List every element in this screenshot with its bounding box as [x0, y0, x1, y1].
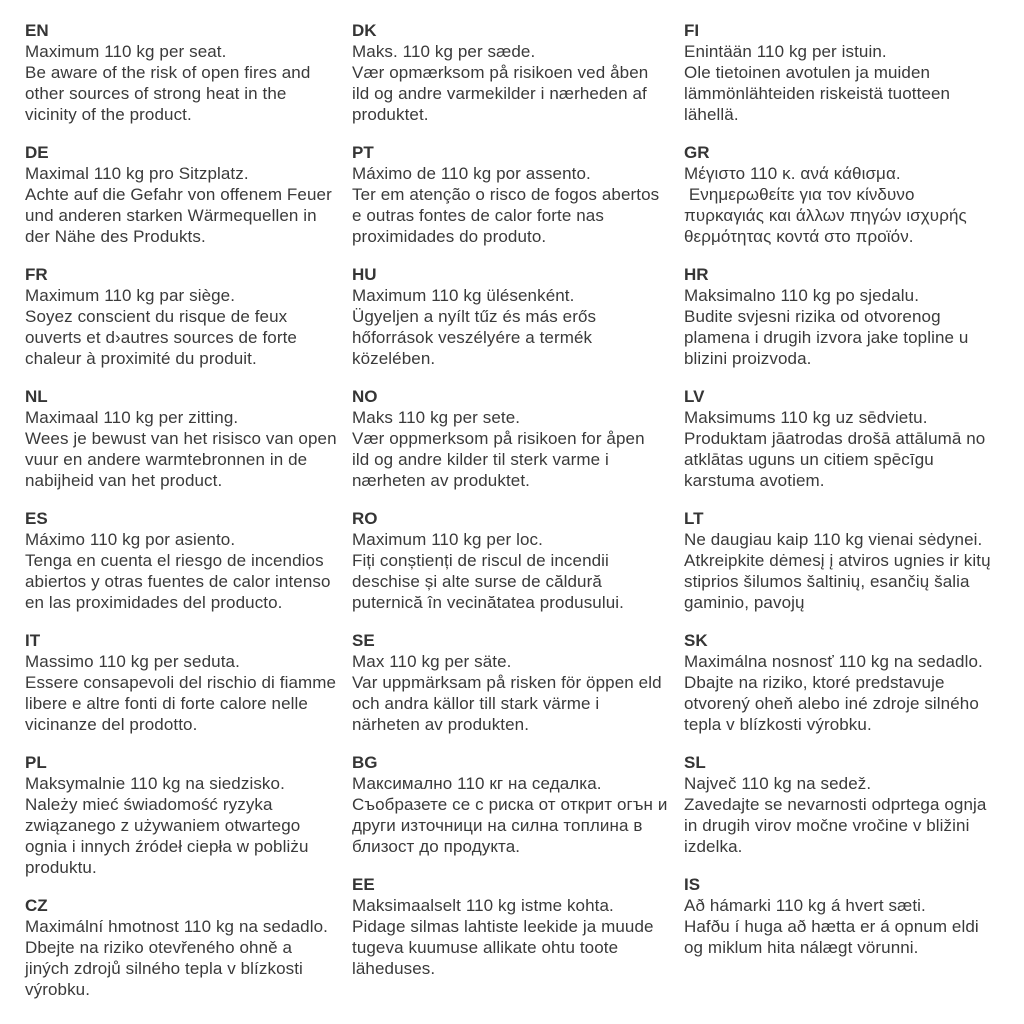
text-line: Fiți conștienți de riscul de incendii — [352, 551, 609, 570]
language-code: HR — [684, 265, 709, 284]
language-code: LT — [684, 509, 704, 528]
language-column-1 — [25, 20, 352, 1017]
text-line: Vær opmærksom på risikoen ved åben — [352, 63, 649, 82]
text-line: Budite svjesni rizika od otvorenog — [684, 307, 941, 326]
text-line: Máximo de 110 kg por assento. — [352, 164, 591, 183]
text-line: atklātas uguns un citiem spēcīgu — [684, 450, 934, 469]
text-line: Maximum 110 kg par siège. — [25, 286, 236, 305]
text-line: og miklum hita nálægt vörunni. — [684, 938, 919, 957]
text-line: Maksimums 110 kg uz sēdvietu. — [684, 408, 928, 427]
text-line: in drugih virov močne vročine v bližini — [684, 816, 970, 835]
language-block-ee — [352, 874, 684, 979]
language-block-sl — [684, 752, 1024, 857]
text-line: Vær oppmerksom på risikoen for åpen — [352, 429, 645, 448]
text-line: Maksimaalselt 110 kg istme kohta. — [352, 896, 614, 915]
text-line: Maks. 110 kg per sæde. — [352, 42, 536, 61]
text-line: abiertos y otras fuentes de calor intenso — [25, 572, 331, 591]
language-block-bg — [352, 752, 684, 857]
language-code: SE — [352, 631, 375, 650]
language-code: PL — [25, 753, 47, 772]
language-block-cz — [25, 895, 352, 1000]
language-code: GR — [684, 143, 710, 162]
text-line: vicinanze del prodotto. — [25, 715, 198, 734]
language-code: CZ — [25, 896, 48, 915]
text-line: közelében. — [352, 349, 436, 368]
language-block-fr — [25, 264, 352, 369]
language-block-hu — [352, 264, 684, 369]
language-block-sk — [684, 630, 1024, 735]
text-line: ild og andre varmekilder i nærheden af — [352, 84, 647, 103]
language-block-gr — [684, 142, 1024, 247]
text-line: Največ 110 kg na sedež. — [684, 774, 872, 793]
text-line: produktet. — [352, 105, 429, 124]
text-line: Maks 110 kg per sete. — [352, 408, 521, 427]
text-line: e outras fontes de calor forte nas — [352, 206, 604, 225]
language-code: IT — [25, 631, 41, 650]
text-line: θερμότητας κοντά στο προϊόν. — [684, 227, 914, 246]
text-line: libere e altre fonti di forte calore nelle — [25, 694, 308, 713]
text-line: Essere consapevoli del rischio di fiamme — [25, 673, 337, 692]
text-line: hőforrások veszélyére a termék — [352, 328, 593, 347]
text-line: stiprios šilumos šaltinių, esančių šalia — [684, 572, 970, 591]
text-line: jiných zdrojů silného tepla v blízkosti — [25, 959, 303, 978]
text-line: izdelka. — [684, 837, 743, 856]
language-code: RO — [352, 509, 378, 528]
language-code: DK — [352, 21, 377, 40]
language-code: FI — [684, 21, 700, 40]
language-column-2 — [352, 20, 684, 1017]
text-line: близост до продукта. — [352, 837, 521, 856]
language-block-dk — [352, 20, 684, 125]
language-block-de — [25, 142, 352, 247]
language-code: DE — [25, 143, 49, 162]
text-line: Dbajte na riziko, ktoré predstavuje — [684, 673, 945, 692]
text-line: Var uppmärksam på risken för öppen eld — [352, 673, 662, 692]
text-line: Maximaal 110 kg per zitting. — [25, 408, 239, 427]
text-line: Maximální hmotnost 110 kg na sedadlo. — [25, 917, 328, 936]
language-block-en — [25, 20, 352, 125]
text-line: Ole tietoinen avotulen ja muiden — [684, 63, 931, 82]
text-line: chaleur à proximité du produit. — [25, 349, 257, 368]
text-line: Að hámarki 110 kg á hvert sæti. — [684, 896, 926, 915]
text-line: other sources of strong heat in the — [25, 84, 287, 103]
text-line: Pidage silmas lahtiste leekide ja muude — [352, 917, 654, 936]
text-line: plamena i drugih izvora jake topline u — [684, 328, 969, 347]
language-block-lt — [684, 508, 1024, 613]
text-line: Maximum 110 kg ülésenként. — [352, 286, 575, 305]
text-line: Ne daugiau kaip 110 kg vienai sėdynei. — [684, 530, 983, 549]
text-line: Ter em atenção o risco de fogos abertos — [352, 185, 660, 204]
text-line: Soyez conscient du risque de feux — [25, 307, 288, 326]
language-code: HU — [352, 265, 377, 284]
text-line: tepla v blízkosti výrobku. — [684, 715, 872, 734]
text-line: Maximal 110 kg pro Sitzplatz. — [25, 164, 249, 183]
text-line: och andra källor till stark värme i — [352, 694, 600, 713]
language-column-3 — [684, 20, 1024, 1017]
text-line: Wees je bewust van het risisco van open — [25, 429, 337, 448]
text-line: gaminio, pavojų — [684, 593, 805, 612]
text-line: läheduses. — [352, 959, 436, 978]
text-line: Produktam jāatrodas drošā attālumā no — [684, 429, 986, 448]
text-line: proximidades do produto. — [352, 227, 547, 246]
text-line: ouverts et d›autres sources de forte — [25, 328, 297, 347]
language-block-fi — [684, 20, 1024, 125]
text-line: puternică în vecinătatea produsului. — [352, 593, 624, 612]
language-block-se — [352, 630, 684, 735]
text-line: Tenga en cuenta el riesgo de incendios — [25, 551, 324, 570]
language-code: NL — [25, 387, 48, 406]
language-block-ro — [352, 508, 684, 613]
language-block-nl — [25, 386, 352, 491]
text-line: en las proximidades del producto. — [25, 593, 283, 612]
text-line: deschise și alte surse de căldură — [352, 572, 602, 591]
text-line: Съобразете се с риска от открит огън и — [352, 795, 668, 814]
text-line: други източници на силна топлина в — [352, 816, 643, 835]
text-line: Massimo 110 kg per seduta. — [25, 652, 240, 671]
text-line: Enintään 110 kg per istuin. — [684, 42, 887, 61]
text-line: lämmönlähteiden riskeistä tuotteen — [684, 84, 951, 103]
language-block-lv — [684, 386, 1024, 491]
text-line: vuur en andere warmtebronnen in de — [25, 450, 308, 469]
language-block-no — [352, 386, 684, 491]
language-code: SK — [684, 631, 708, 650]
language-block-pl — [25, 752, 352, 878]
text-line: Hafðu í huga að hætta er á opnum eldi — [684, 917, 979, 936]
text-line: Ügyeljen a nyílt tűz és más erős — [352, 307, 597, 326]
text-line: Be aware of the risk of open fires and — [25, 63, 311, 82]
language-code: SL — [684, 753, 706, 772]
language-code: BG — [352, 753, 378, 772]
text-line: Zavedajte se nevarnosti odprtega ognja — [684, 795, 987, 814]
text-line: nabijheid van het product. — [25, 471, 223, 490]
language-block-hr — [684, 264, 1024, 369]
language-code: EE — [352, 875, 375, 894]
text-line: tugeva kuumuse allikate ohtu toote — [352, 938, 619, 957]
text-line: Achte auf die Gefahr von offenem Feuer — [25, 185, 332, 204]
text-line: produktu. — [25, 858, 97, 877]
text-line: Maximálna nosnosť 110 kg na sedadlo. — [684, 652, 983, 671]
text-line: Należy mieć świadomość ryzyka — [25, 795, 273, 814]
language-code: LV — [684, 387, 705, 406]
language-code: FR — [25, 265, 48, 284]
text-line: Maximum 110 kg per seat. — [25, 42, 227, 61]
text-line: Ενημερωθείτε για τον κίνδυνο — [684, 185, 915, 204]
language-code: NO — [352, 387, 378, 406]
language-code: ES — [25, 509, 48, 528]
text-line: výrobku. — [25, 980, 91, 999]
language-code: PT — [352, 143, 374, 162]
text-line: Max 110 kg per säte. — [352, 652, 512, 671]
text-line: Máximo 110 kg por asiento. — [25, 530, 236, 549]
language-block-pt — [352, 142, 684, 247]
language-block-it — [25, 630, 352, 735]
text-line: nærheten av produktet. — [352, 471, 530, 490]
text-line: blizini proizvoda. — [684, 349, 812, 368]
text-line: Maximum 110 kg per loc. — [352, 530, 543, 549]
language-code: IS — [684, 875, 701, 894]
text-line: Dbejte na riziko otevřeného ohně a — [25, 938, 293, 957]
language-code: EN — [25, 21, 49, 40]
text-line: ognia i innych źródeł ciepła w pobliżu — [25, 837, 309, 856]
text-line: närheten av produkten. — [352, 715, 530, 734]
text-line: Maksymalnie 110 kg na siedzisko. — [25, 774, 285, 793]
text-line: πυρκαγιάς και άλλων πηγών ισχυρής — [684, 206, 967, 225]
text-line: vicinity of the product. — [25, 105, 192, 124]
text-line: der Nähe des Produkts. — [25, 227, 206, 246]
text-line: lähellä. — [684, 105, 739, 124]
text-line: Atkreipkite dėmesį į atviros ugnies ir kitų — [684, 551, 991, 570]
language-block-es — [25, 508, 352, 613]
text-line: ild og andre kilder til sterk varme i — [352, 450, 609, 469]
text-line: Максимално 110 кг на седалка. — [352, 774, 602, 793]
text-line: und anderen starken Wärmequellen in — [25, 206, 317, 225]
language-block-is — [684, 874, 1024, 958]
text-line: otvorený oheň alebo iné zdroje silného — [684, 694, 979, 713]
text-line: Maksimalno 110 kg po sjedalu. — [684, 286, 920, 305]
text-line: Μέγιστο 110 κ. ανά κάθισμα. — [684, 164, 901, 183]
text-line: związanego z używaniem otwartego — [25, 816, 301, 835]
text-line: karstuma avotiem. — [684, 471, 825, 490]
